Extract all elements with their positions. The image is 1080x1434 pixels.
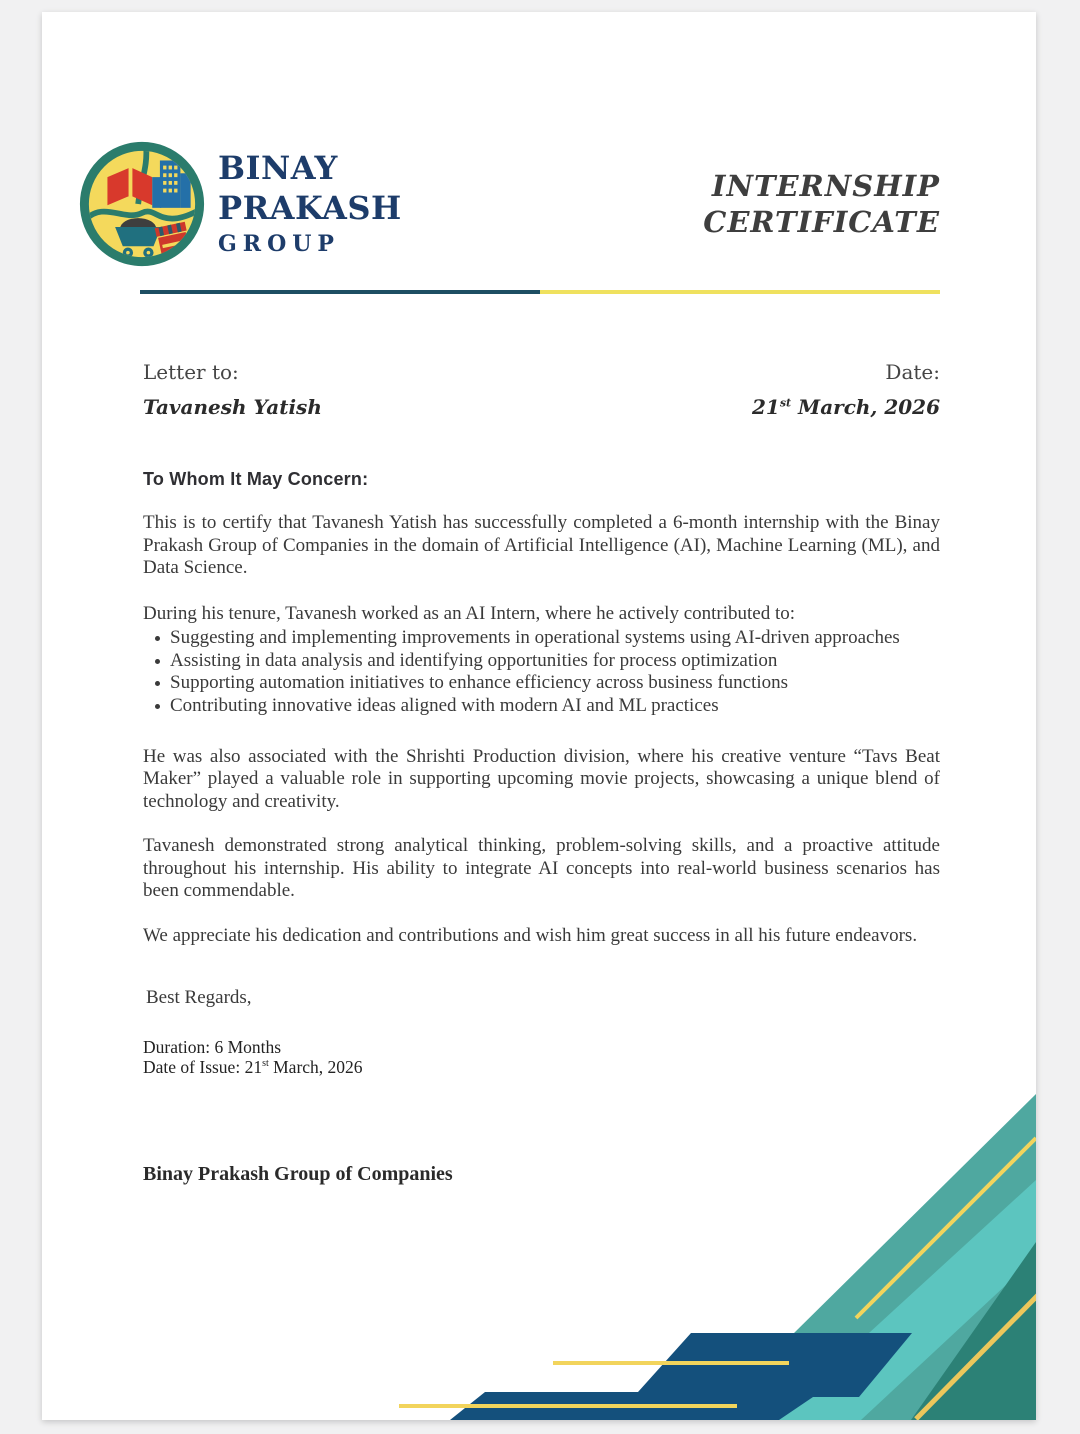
date-label: Date: xyxy=(885,360,940,384)
list-item xyxy=(143,695,940,718)
date-month-year: March, 2026 xyxy=(791,395,940,419)
bullets-intro: During his tenure, Tavanesh worked as an AI Intern, where he actively contributed to: xyxy=(143,602,796,624)
company-logo xyxy=(78,140,206,268)
document-title xyxy=(703,168,940,240)
bullet-icon xyxy=(155,704,160,709)
brand-block xyxy=(78,140,402,268)
list-item xyxy=(143,627,940,650)
list-item-text: Suggesting and implementing improvements in operational systems using AI-driven approaches xyxy=(170,627,900,648)
bullet-icon xyxy=(155,659,160,664)
list-item-text: Contributing innovative ideas aligned with modern AI and ML practices xyxy=(170,695,719,717)
contribution-list xyxy=(143,627,940,718)
closing-line: Best Regards, xyxy=(146,987,252,1009)
date-ordinal: st xyxy=(779,396,792,410)
list-item-text: Supporting automation initiatives to enhance efficiency across business functions xyxy=(170,672,789,694)
corner-decoration xyxy=(376,1080,1036,1420)
meta-row xyxy=(143,360,940,419)
list-item xyxy=(143,672,940,695)
bullet-icon xyxy=(155,681,160,686)
paragraph-appreciation: We appreciate his dedication and contributions and wish him great success in all his future endeavors. xyxy=(143,924,918,946)
salutation: To Whom It May Concern: xyxy=(143,469,369,489)
date-value xyxy=(752,395,940,419)
company-signature: Binay Prakash Group of Companies xyxy=(143,1162,453,1185)
paragraph-certify: This is to certify that Tavanesh Yatish has successfully completed a 6-month internship with the Binay Prakash Group of Companies in the domain of Artificial Intelligence (AI), Machine Learning (ML), and Data Science. xyxy=(143,512,940,578)
deco-yellow-line-mid xyxy=(553,1361,789,1365)
bullet-icon xyxy=(155,636,160,641)
wordmark-line2: PRAKASH xyxy=(218,189,402,227)
issue-date-prefix: Date of Issue: 21 xyxy=(143,1056,263,1077)
letter-to-label: Letter to: xyxy=(143,360,239,384)
list-item xyxy=(143,650,940,673)
letterhead xyxy=(42,12,1036,268)
date-block xyxy=(752,360,940,419)
divider-yellow-segment xyxy=(540,290,940,294)
duration-line: Duration: 6 Months xyxy=(143,1036,282,1057)
recipient-block xyxy=(143,360,322,419)
deco-yellow-line-bottom xyxy=(399,1404,737,1408)
certificate-page xyxy=(42,12,1036,1420)
list-item-text: Assisting in data analysis and identifying opportunities for process optimization xyxy=(170,649,778,671)
wordmark-line1: BINAY xyxy=(218,149,338,187)
issue-details xyxy=(143,1037,940,1077)
letter-body xyxy=(42,360,1036,1186)
header-divider xyxy=(140,290,940,294)
paragraph-skills: Tavanesh demonstrated strong analytical thinking, problem-solving skills, and a proactive attitude throughout his internship. His ability to integrate AI concepts into real-world business scenarios has been commendable. xyxy=(143,835,940,902)
issue-date-rest: March, 2026 xyxy=(268,1056,363,1077)
date-day: 21 xyxy=(751,395,780,419)
title-line-2: CERTIFICATE xyxy=(703,205,940,239)
recipient-name: Tavanesh Yatish xyxy=(143,395,322,419)
title-line-1: INTERNSHIP xyxy=(711,169,940,203)
paragraph-shrishti: He was also associated with the Shrishti Production division, where his creative venture “Tavs Beat Maker” played a valuable role in supporting upcoming movie projects, showcasing a unique blend of technology and creativity. xyxy=(143,745,940,812)
issue-date-ordinal: st xyxy=(262,1057,269,1069)
issue-date-line xyxy=(143,1057,940,1077)
divider-navy-segment xyxy=(140,290,540,294)
wordmark-line3: GROUP xyxy=(218,231,340,257)
company-wordmark xyxy=(218,148,402,259)
